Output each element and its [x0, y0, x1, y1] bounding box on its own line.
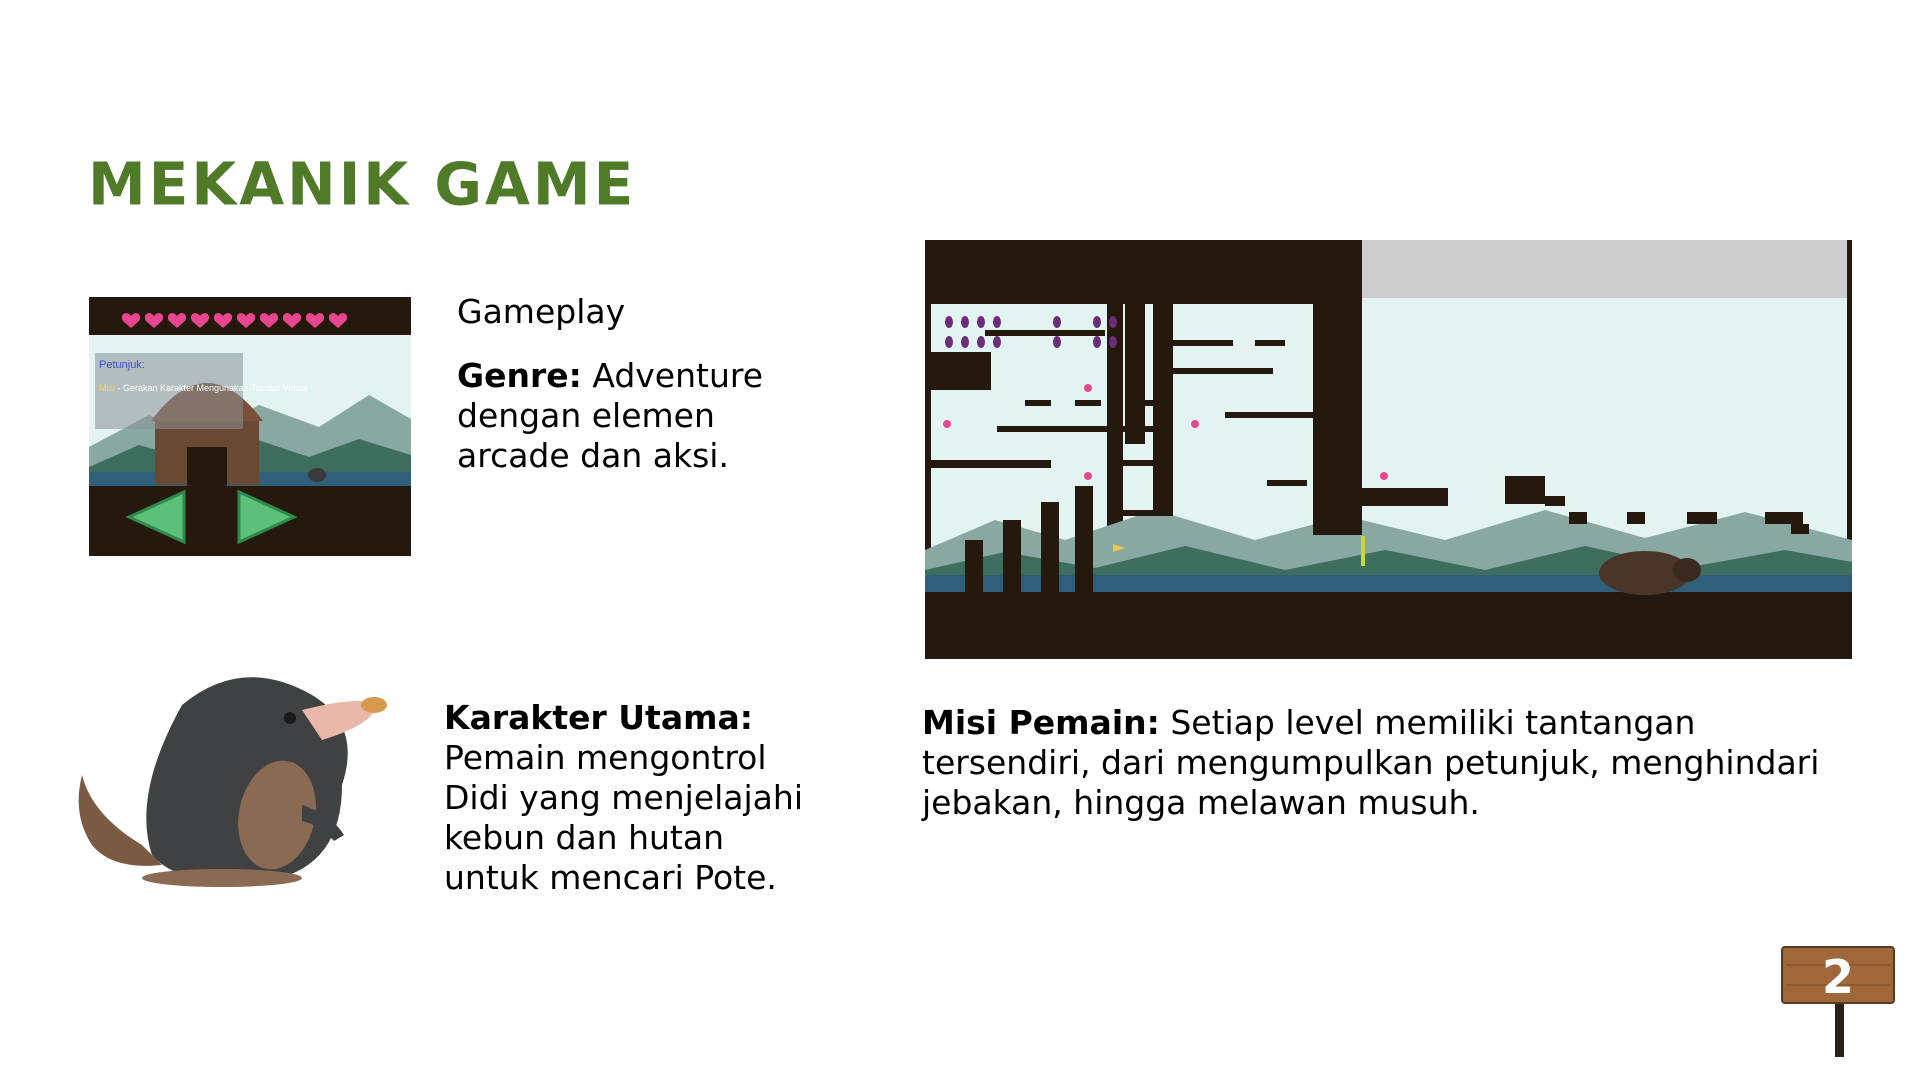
mission-value: Setiap level memiliki tantangan tersendiri, dari mengumpulkan petunjuk, menghindari jebakan, hingga melawan musuh. [922, 703, 1820, 822]
svg-text:Misi - Gerakan Karakter Mengun [99, 383, 308, 393]
genre-value: Adventure dengan elemen arcade dan aksi. [457, 356, 764, 475]
level-map-screenshot [925, 240, 1852, 659]
character-value: Pemain mengontrol Didi yang menjelajahi kebun dan hutan untuk mencari Pote. [444, 738, 803, 897]
character-text [444, 698, 824, 898]
mole-character-image [72, 665, 392, 895]
genre-label: Genre: [457, 356, 582, 395]
genre-text [457, 356, 787, 476]
mission-label: Misi Pemain: [922, 703, 1160, 742]
page-title: MEKANIK GAME [88, 149, 637, 219]
page-number-sign [1780, 945, 1900, 1057]
gameplay-heading: Gameplay [457, 292, 626, 331]
mission-text [922, 703, 1872, 823]
hint-mission-label: Misi [99, 383, 115, 393]
right-arrow-icon[interactable] [239, 492, 294, 542]
sign-post [1835, 997, 1844, 1057]
hint-mission-text: - Gerakan Karakter Mengunakan Tombol Virtual [115, 383, 308, 393]
left-arrow-icon[interactable] [129, 492, 184, 542]
gameplay-screenshot [89, 297, 411, 556]
page-number: 2 [1821, 950, 1855, 1004]
character-label: Karakter Utama: [444, 698, 753, 737]
hint-title: Petunjuk: [99, 359, 145, 371]
